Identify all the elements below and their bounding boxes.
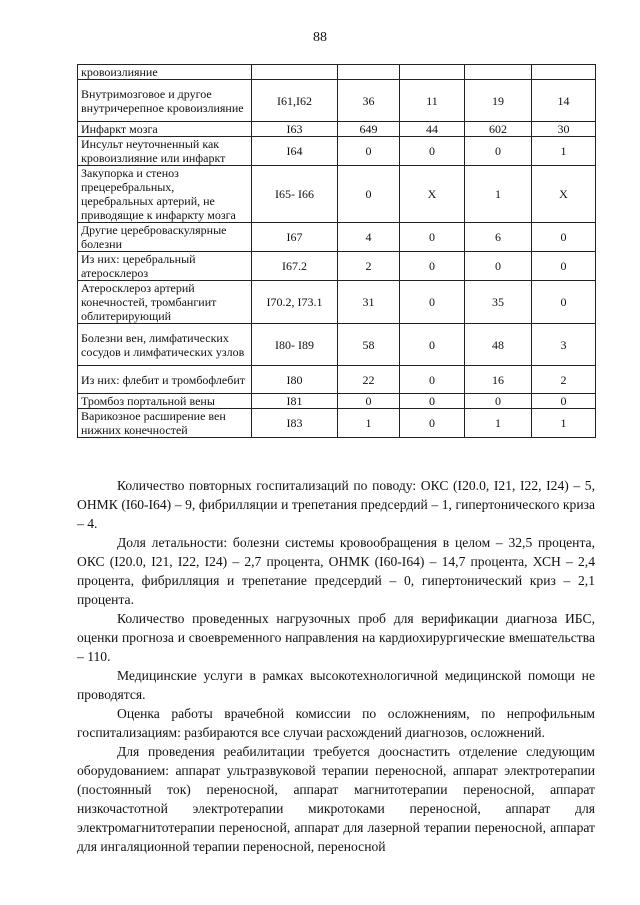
table-cell-icd-code: I64 <box>252 137 338 166</box>
table-row <box>78 324 596 366</box>
table-cell-value-4: 30 <box>532 122 596 137</box>
table-cell-diagnosis: Инфаркт мозга <box>78 122 252 137</box>
table-cell-diagnosis: Из них: церебральный атеросклероз <box>78 252 252 281</box>
table-cell-diagnosis: Другие цереброваскулярные болезни <box>78 223 252 252</box>
table-row <box>78 281 596 324</box>
table-cell-value-4: 1 <box>532 409 596 438</box>
table-row <box>78 65 596 80</box>
table-cell-value-4: 0 <box>532 394 596 409</box>
table-cell-value-4: 0 <box>532 223 596 252</box>
table-cell-value-2: 0 <box>400 281 465 324</box>
table-row <box>78 80 596 122</box>
table-cell-icd-code: I81 <box>252 394 338 409</box>
table-cell-value-1: 36 <box>338 80 400 122</box>
table-cell-icd-code <box>252 65 338 80</box>
table-cell-value-4: 2 <box>532 366 596 394</box>
table-cell-diagnosis: Тромбоз портальной вены <box>78 394 252 409</box>
table-cell-diagnosis: Варикозное расширение вен нижних конечностей <box>78 409 252 438</box>
table-cell-value-4: X <box>532 166 596 223</box>
paragraph-mortality: Доля летальности: болезни системы кровообращения в целом – 32,5 процента, ОКС (I20.0, I21, I22, I24) – 2,7 процента, ОНМК (I60-I64) – 14,7 процента, ХСН – 2,4 процента, фибрилляция и трепетание предсердий – 0, гипертонический криз – 2,1 процента. <box>77 535 595 607</box>
table-cell-value-1 <box>338 65 400 80</box>
table-cell-value-4: 0 <box>532 252 596 281</box>
table-cell-value-1: 0 <box>338 137 400 166</box>
table-cell-value-1: 22 <box>338 366 400 394</box>
table-cell-value-2: 0 <box>400 324 465 366</box>
table-cell-value-2: 0 <box>400 409 465 438</box>
table-cell-value-3: 6 <box>465 223 532 252</box>
body-text <box>77 476 595 856</box>
table-cell-value-2: 0 <box>400 366 465 394</box>
table-cell-icd-code: I65- I66 <box>252 166 338 223</box>
table-cell-value-2: 0 <box>400 252 465 281</box>
table-cell-value-1: 0 <box>338 394 400 409</box>
table-cell-value-4 <box>532 65 596 80</box>
statistics-table <box>77 64 596 438</box>
table-cell-value-3: 0 <box>465 394 532 409</box>
table-cell-diagnosis: Болезни вен, лимфатических сосудов и лимфатических узлов <box>78 324 252 366</box>
table-cell-value-4: 0 <box>532 281 596 324</box>
page-number: 88 <box>313 30 327 45</box>
table-row <box>78 252 596 281</box>
table-cell-value-3: 48 <box>465 324 532 366</box>
table-cell-icd-code: I67 <box>252 223 338 252</box>
table-cell-icd-code: I83 <box>252 409 338 438</box>
table-cell-value-2: 44 <box>400 122 465 137</box>
table-cell-icd-code: I67.2 <box>252 252 338 281</box>
table-cell-diagnosis: Закупорка и стеноз прецеребральных, церебральных артерий, не приводящие к инфаркту мозга <box>78 166 252 223</box>
table-cell-value-2: 0 <box>400 394 465 409</box>
table-cell-value-3: 35 <box>465 281 532 324</box>
table-cell-value-4: 3 <box>532 324 596 366</box>
table-cell-diagnosis: Атеросклероз артерий конечностей, тромбангиит облитерирующий <box>78 281 252 324</box>
table-cell-value-1: 58 <box>338 324 400 366</box>
table-cell-value-2 <box>400 65 465 80</box>
table-cell-diagnosis: кровоизлияние <box>78 65 252 80</box>
table-cell-value-1: 0 <box>338 166 400 223</box>
table-cell-value-1: 2 <box>338 252 400 281</box>
table-cell-value-2: 0 <box>400 223 465 252</box>
table-cell-value-3: 1 <box>465 166 532 223</box>
table-cell-value-1: 649 <box>338 122 400 137</box>
table-cell-diagnosis: Внутримозговое и другое внутричерепное кровоизлияние <box>78 80 252 122</box>
table-cell-value-1: 31 <box>338 281 400 324</box>
table-row <box>78 366 596 394</box>
table-cell-value-3: 0 <box>465 252 532 281</box>
table-row <box>78 122 596 137</box>
table-cell-icd-code: I63 <box>252 122 338 137</box>
paragraph-stress-tests: Количество проведенных нагрузочных проб для верификации диагноза ИБС, оценки прогноза и своевременного направления на кардиохирургические вмешательства – 110. <box>77 611 595 664</box>
table-cell-value-1: 1 <box>338 409 400 438</box>
paragraph-readmissions: Количество повторных госпитализаций по поводу: ОКС (I20.0, I21, I22, I24) – 5, ОНМК (I60-I64) – 9, фибрилляции и трепетания предсердий – 1, гипертонического криза – 4. <box>77 478 595 531</box>
table-cell-icd-code: I80 <box>252 366 338 394</box>
table-cell-icd-code: I61,I62 <box>252 80 338 122</box>
table-cell-value-4: 14 <box>532 80 596 122</box>
table-cell-value-4: 1 <box>532 137 596 166</box>
paragraph-medical-commission: Оценка работы врачебной комиссии по осложнениям, по непрофильным госпитализациям: разбираются все случаи расхождений диагнозов, осложнений. <box>77 706 595 740</box>
table-cell-value-2: 11 <box>400 80 465 122</box>
table-row <box>78 223 596 252</box>
table-cell-value-3: 0 <box>465 137 532 166</box>
table-row <box>78 137 596 166</box>
table-cell-value-2: 0 <box>400 137 465 166</box>
table-cell-value-3: 16 <box>465 366 532 394</box>
table-cell-value-2: X <box>400 166 465 223</box>
table-row <box>78 409 596 438</box>
table-cell-icd-code: I70.2, I73.1 <box>252 281 338 324</box>
table-cell-diagnosis: Инсульт неуточненный как кровоизлияние или инфаркт <box>78 137 252 166</box>
table-cell-value-3: 19 <box>465 80 532 122</box>
table-cell-value-1: 4 <box>338 223 400 252</box>
table-row <box>78 166 596 223</box>
paragraph-rehabilitation: Для проведения реабилитации требуется дооснастить отделение следующим оборудованием: аппарат ультразвуковой терапии переносной, аппарат электротерапии (постоянный ток) переносной, аппарат магнитотерапии переносной, аппарат низкочастотной электротерапии микротоками переносной, аппарат для электромагнитотерапии переносной, аппарат для лазерной терапии переносной, аппарат для ингаляционной терапии переносной, переносной <box>77 744 595 854</box>
table-cell-value-3: 1 <box>465 409 532 438</box>
table-cell-value-3 <box>465 65 532 80</box>
table-cell-diagnosis: Из них: флебит и тромбофлебит <box>78 366 252 394</box>
table-cell-icd-code: I80- I89 <box>252 324 338 366</box>
table-row <box>78 394 596 409</box>
table-cell-value-3: 602 <box>465 122 532 137</box>
paragraph-high-tech-care: Медицинские услуги в рамках высокотехнологичной медицинской помощи не проводятся. <box>77 668 595 702</box>
